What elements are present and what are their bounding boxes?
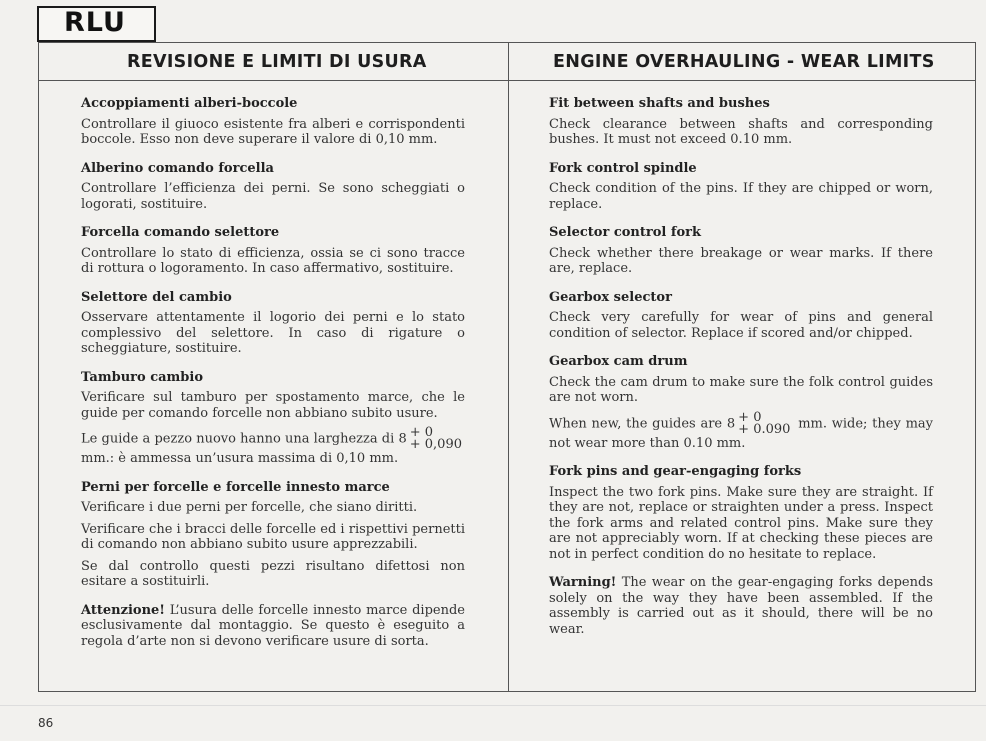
section-heading: Selector control fork (549, 225, 701, 240)
section-heading: Fit between shafts and bushes (549, 96, 770, 111)
section (81, 161, 465, 213)
section (549, 225, 933, 277)
guide-width-text (549, 409, 933, 452)
guide-width-text (81, 427, 465, 467)
section (81, 480, 465, 590)
section-text: Check the cam drum to make sure the folk control guides are not worn. (549, 374, 933, 405)
section-badge: RLU (37, 6, 156, 42)
section-text: Osservare attentamente il logorio dei perni e lo stato complessivo del selettore. In caso di rigature o scheggiature, sostituire. (81, 310, 465, 356)
page-number: 86 (38, 716, 54, 730)
section-heading: Accoppiamenti alberi-boccole (81, 96, 298, 111)
footer-rule (0, 705, 986, 706)
tolerance-lower: + 0.090 (738, 421, 791, 437)
section-text: Controllare lo stato di efficienza, ossia se ci sono tracce di rottura o logoramento. In caso affermativo, sostituire. (81, 245, 465, 276)
section-heading: Forcella comando selettore (81, 225, 280, 240)
guide-suffix: mm.: è ammessa un’usura massima di 0,10 mm. (81, 451, 399, 466)
right-column-title: ENGINE OVERHAULING - WEAR LIMITS (553, 52, 935, 72)
guide-suffix: mm. wide; they may not wear more than 0.10 mm. (549, 416, 933, 451)
warning-label: Attenzione! (81, 602, 166, 618)
right-column (549, 96, 933, 643)
header-rule (38, 80, 976, 81)
section-heading: Gearbox cam drum (549, 354, 688, 369)
section-text: Check clearance between shafts and corresponding bushes. It must not exceed 0.10 mm. (549, 116, 933, 147)
section (549, 161, 933, 213)
left-column-title: REVISIONE E LIMITI DI USURA (127, 52, 427, 72)
section-text: Controllare il giuoco esistente fra alberi e corrispondenti boccole. Esso non deve superare il valore di 0,10 mm. (81, 116, 465, 147)
guide-base: 8 (398, 431, 407, 447)
section-heading: Fork control spindle (549, 160, 697, 176)
tolerance (410, 427, 462, 451)
guide-prefix: When new, the guides are (549, 416, 723, 431)
section (549, 290, 933, 342)
warning-text: The wear on the gear-engaging forks depends solely on the way they have been assembled. If the assembly is carried out as it should, there will be no wear. (549, 575, 933, 637)
warning-text: L’usura delle forcelle innesto marce dipende esclusivamente dal montaggio. Se questo è eseguito a regola d’arte non si devono verificare usure di sorta. (81, 602, 465, 649)
section-heading: Tamburo cambio (81, 369, 203, 385)
section (81, 290, 465, 357)
section-text: Controllare l’efficienza dei perni. Se sono scheggiati o logorati, sostituire. (81, 181, 465, 212)
section-heading: Gearbox selector (549, 289, 672, 305)
tolerance-upper: + 0 (409, 425, 434, 440)
section-heading: Fork pins and gear-engaging forks (549, 464, 802, 479)
section-heading: Alberino comando forcella (81, 160, 274, 176)
left-column (81, 96, 465, 655)
section (81, 225, 465, 277)
warning-label: Warning! (549, 575, 617, 590)
section-text: Check whether there breakage or wear marks. If there are, replace. (549, 245, 933, 276)
column-divider (508, 42, 509, 692)
section-text: Verificare che i bracci delle forcelle ed i rispettivi pernetti di comando non abbiano subito usure apprezzabili. (81, 521, 465, 552)
section-text: Check very carefully for wear of pins and general condition of selector. Replace if scored and/or chipped. (549, 310, 933, 341)
section-heading: Selettore del cambio (81, 289, 232, 305)
section (81, 96, 465, 148)
section (81, 370, 465, 467)
section-text: Inspect the two fork pins. Make sure they are straight. If they are not, replace or straighten under a press. Inspect the fork arms and related control pins. Make sure they are not appreciably worn. If at checking these pieces are not in perfect condition do no hesitate to replace. (549, 484, 933, 562)
tolerance (738, 409, 791, 437)
tolerance-upper: + 0 (738, 409, 762, 425)
section (549, 464, 933, 562)
warning-note (549, 575, 933, 637)
section (549, 96, 933, 148)
section (549, 354, 933, 451)
section-text: Verificare i due perni per forcelle, che siano diritti. (81, 500, 418, 515)
guide-base: 8 (726, 416, 736, 431)
section-text: Se dal controllo questi pezzi risultano difettosi non esitare a sostituirli. (81, 558, 465, 589)
section-text: Verificare sul tamburo per spostamento marce, che le guide per comando forcelle non abbiano subito usure. (81, 390, 465, 421)
tolerance-lower: + 0,090 (409, 437, 462, 452)
section-text: Check condition of the pins. If they are chipped or worn, replace. (549, 181, 933, 212)
warning-note (81, 603, 465, 650)
guide-prefix: Le guide a pezzo nuovo hanno una larghezza di (81, 431, 395, 447)
section-heading: Perni per forcelle e forcelle innesto marce (81, 479, 390, 495)
